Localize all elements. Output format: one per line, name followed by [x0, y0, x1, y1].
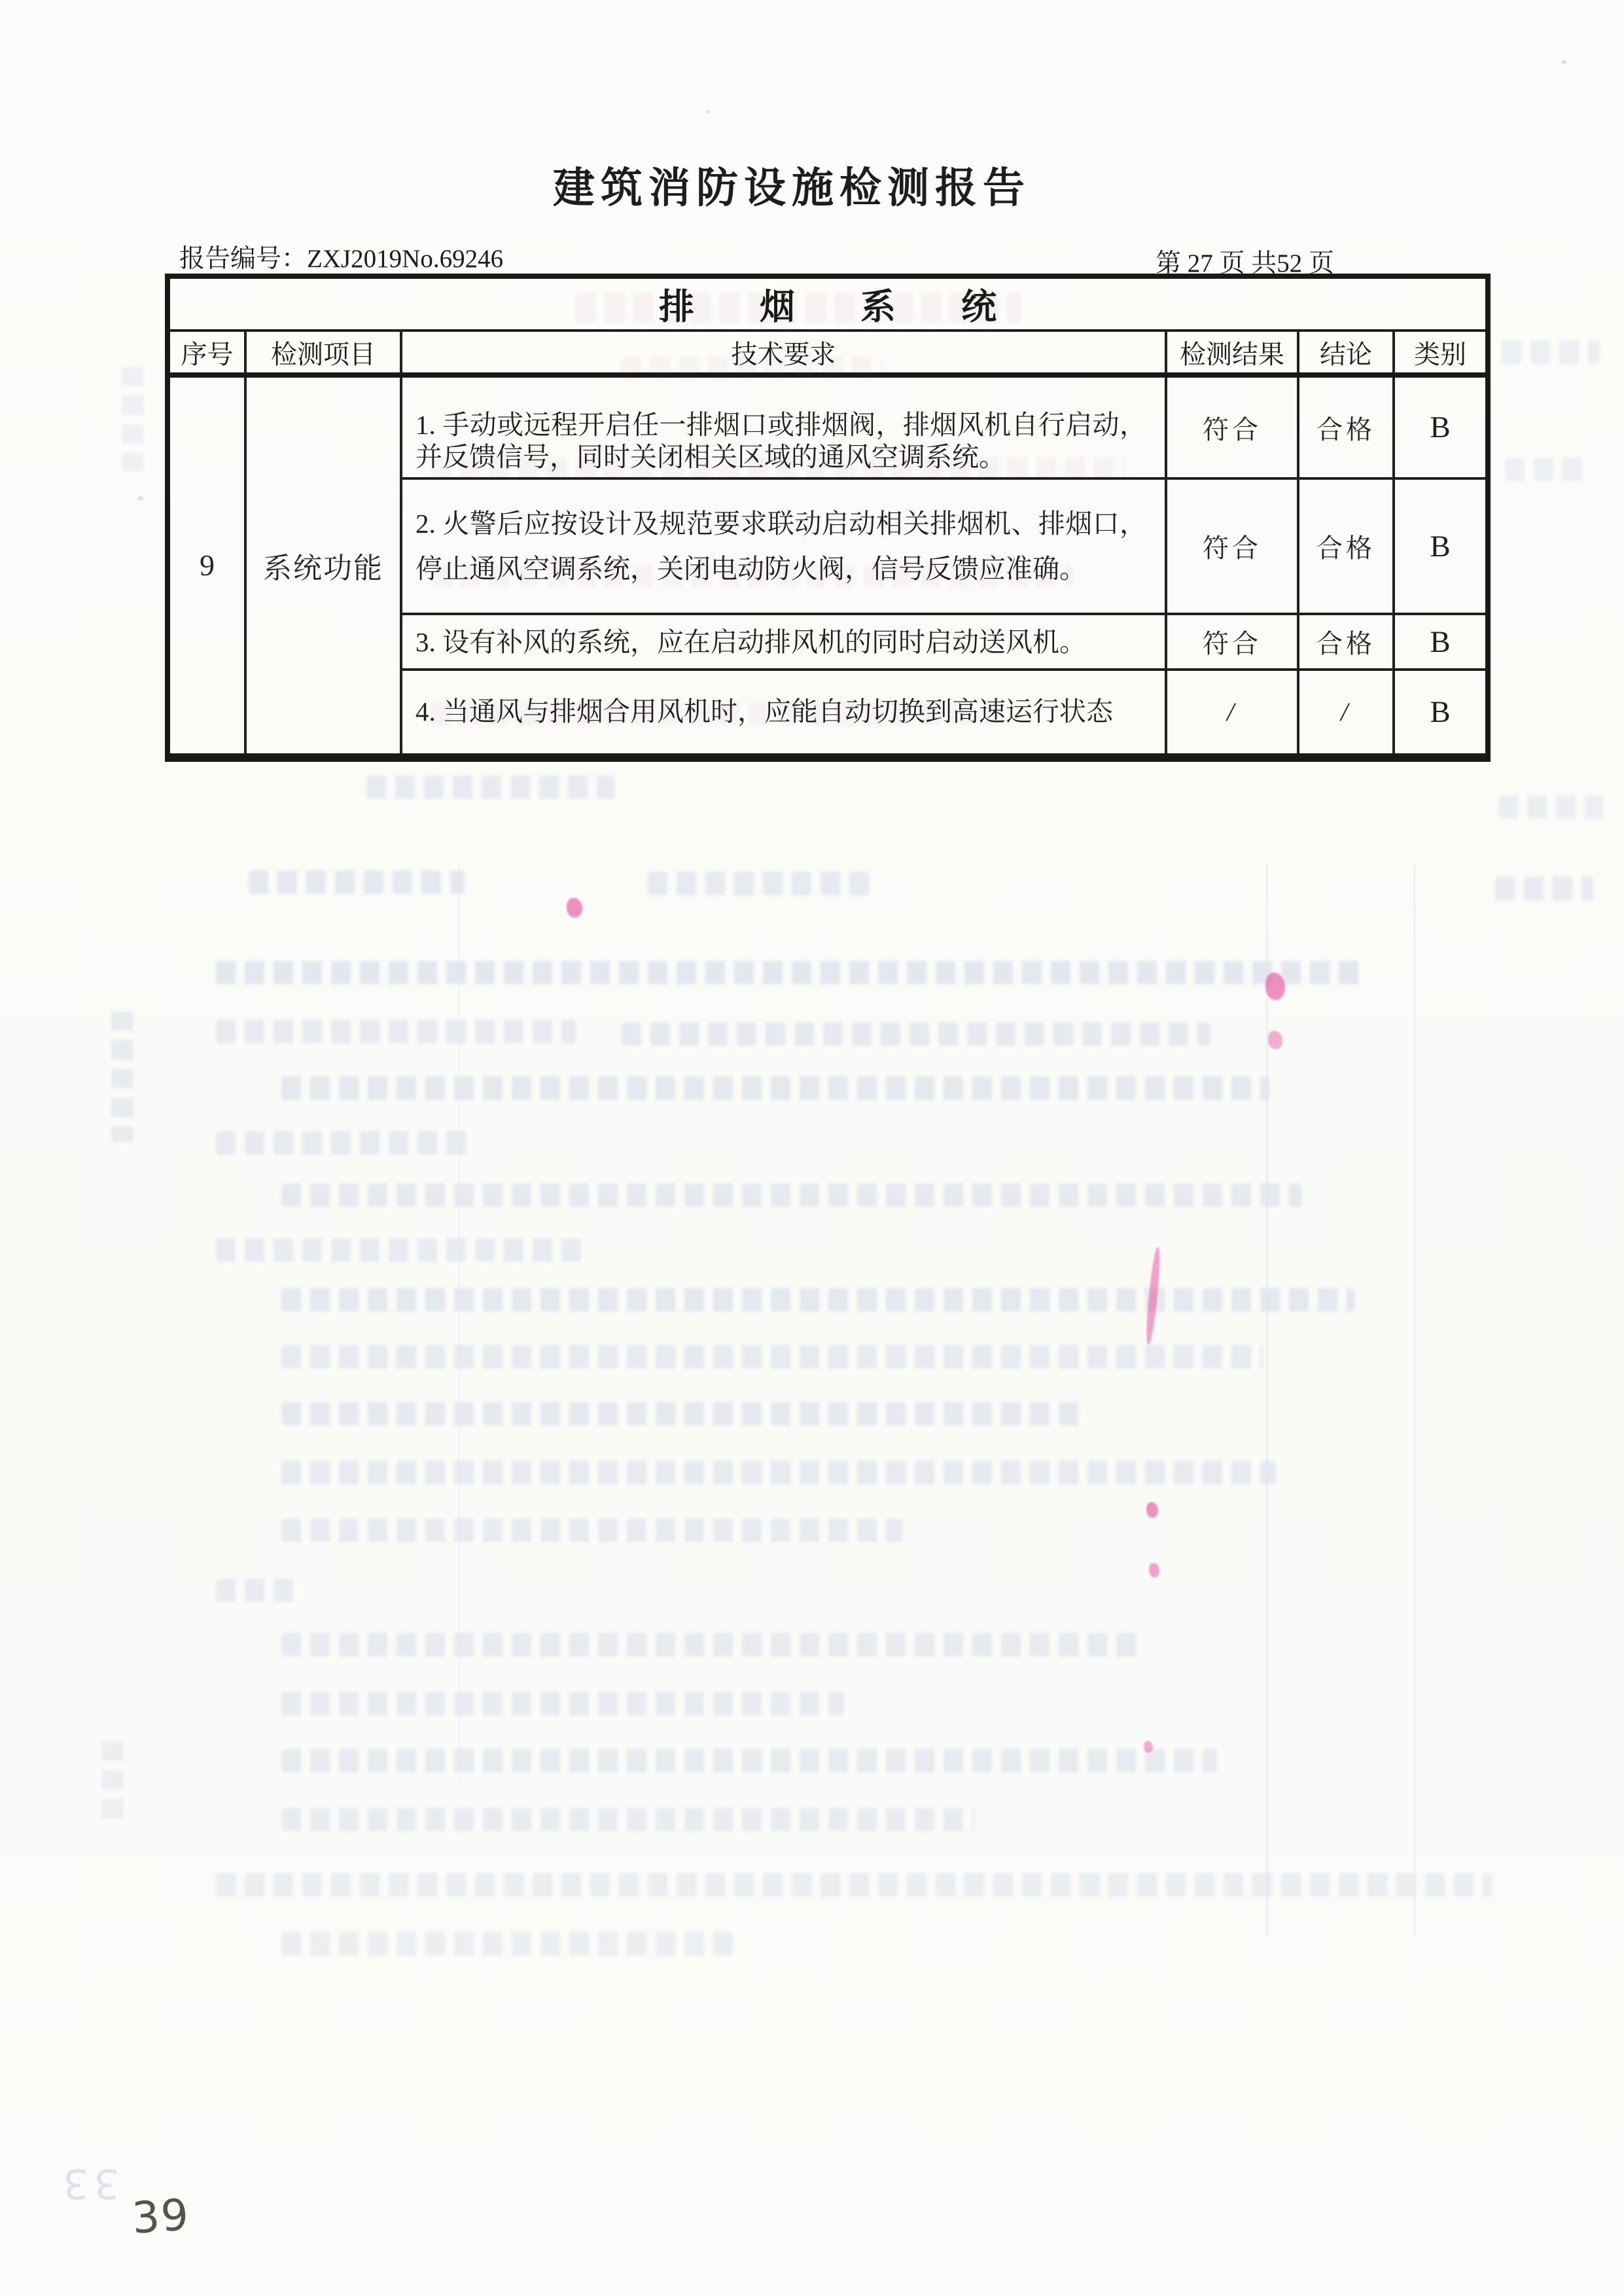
category-cell: B: [1394, 478, 1488, 614]
page-indicator: 第 27 页 共52 页: [1156, 249, 1335, 278]
pink-ink-mark: [1265, 973, 1285, 1000]
requirement-cell: 3. 设有补风的系统，应在启动排风机的同时启动送风机。: [401, 614, 1166, 670]
result-cell: 符合: [1166, 375, 1298, 478]
bleed-through-column: [122, 367, 144, 471]
bleed-through-line: [281, 1692, 844, 1715]
bleed-through-column: [111, 1011, 133, 1142]
bleed-through-line: [216, 1131, 471, 1155]
bleed-through-column: [101, 1741, 124, 1826]
column-header-conclusion: 结论: [1298, 331, 1394, 375]
bleed-through-line: [1502, 340, 1600, 364]
bleed-through-line: [216, 1873, 1492, 1897]
conclusion-cell: 合格: [1298, 478, 1394, 614]
column-header-requirement: 技术要求: [401, 331, 1166, 375]
pink-ink-mark: [1144, 1741, 1153, 1753]
table-title-row: [168, 276, 1488, 331]
bleed-through-line: [281, 1808, 975, 1831]
bleed-through-line: [281, 1345, 1263, 1369]
result-cell: 符合: [1166, 614, 1298, 670]
report-number: [179, 238, 503, 275]
bleed-through-line: [216, 1579, 301, 1602]
bleed-through-line: [281, 1402, 1086, 1426]
table-row: [168, 375, 1488, 478]
bleed-through-line: [281, 1288, 1354, 1312]
pink-ink-mark: [1149, 1563, 1159, 1577]
scan-speck: [1561, 60, 1566, 64]
requirement-cell: 4. 当通风与排烟合用风机时，应能自动切换到高速运行状态: [401, 670, 1166, 757]
report-number-value: ZXJ2019No.69246: [307, 245, 504, 273]
result-cell: 符合: [1166, 478, 1298, 614]
conclusion-cell: 合格: [1298, 614, 1394, 670]
report-number-label: 报告编号：: [179, 245, 308, 273]
bleed-through-line: [366, 776, 615, 799]
table-header-row: [168, 331, 1488, 375]
scan-speck: [705, 110, 710, 114]
bleed-through-line: [281, 1633, 1145, 1657]
bleed-through-rule: [458, 864, 460, 1780]
bleed-through-line: [216, 1020, 576, 1043]
conclusion-cell: 合格: [1298, 375, 1394, 478]
pink-ink-mark: [567, 898, 582, 918]
bleed-through-line: [281, 1077, 1269, 1100]
pink-ink-mark: [1146, 1502, 1158, 1518]
column-header-result: 检测结果: [1166, 331, 1298, 375]
item-cell: 系统功能: [245, 375, 401, 757]
bleed-page-number: 33: [58, 2160, 120, 2208]
bleed-through-line: [216, 1238, 589, 1262]
bleed-through-rule: [1266, 864, 1268, 1937]
bleed-through-line: [622, 1022, 1210, 1046]
bleed-through-rule: [1413, 864, 1415, 1937]
column-header-item: 检测项目: [245, 331, 401, 375]
document-title: 建筑消防设施检测报告: [553, 165, 1031, 211]
result-cell: /: [1166, 670, 1298, 757]
bleed-through-line: [281, 1749, 1217, 1772]
bleed-through-line: [281, 1461, 1276, 1484]
requirement-cell: 2. 火警后应按设计及规范要求联动启动相关排烟机、排烟口，停止通风空调系统，关闭电动防火阀，信号反馈应准确。: [401, 478, 1166, 614]
bleed-through-line: [1498, 795, 1603, 819]
bleed-through-line: [1495, 877, 1593, 901]
requirement-cell: 1. 手动或远程开启任一排烟口或排烟阀，排烟风机自行启动，并反馈信号，同时关闭相关区域的通风空调系统。: [401, 375, 1166, 478]
column-header-category: 类别: [1394, 331, 1488, 375]
bleed-through-line: [249, 870, 465, 894]
category-cell: B: [1394, 670, 1488, 757]
serial-cell: 9: [168, 375, 245, 757]
bleed-through-line: [648, 872, 870, 895]
bleed-through-line: [281, 1183, 1302, 1207]
scan-speck: [137, 496, 143, 501]
category-cell: B: [1394, 375, 1488, 478]
pink-ink-mark: [1144, 1247, 1163, 1346]
pink-ink-mark: [1268, 1031, 1282, 1049]
inspection-table: [165, 274, 1491, 762]
bleed-through-line: [281, 1518, 903, 1542]
bleed-through-line: [281, 1932, 739, 1956]
bleed-through-line: [216, 961, 1368, 984]
column-header-serial: 序号: [168, 331, 245, 375]
handwritten-page-number: 39: [130, 2189, 192, 2244]
conclusion-cell: /: [1298, 670, 1394, 757]
category-cell: B: [1394, 614, 1488, 670]
bleed-through-line: [1505, 458, 1583, 482]
table-title: 排烟系统: [168, 276, 1488, 331]
